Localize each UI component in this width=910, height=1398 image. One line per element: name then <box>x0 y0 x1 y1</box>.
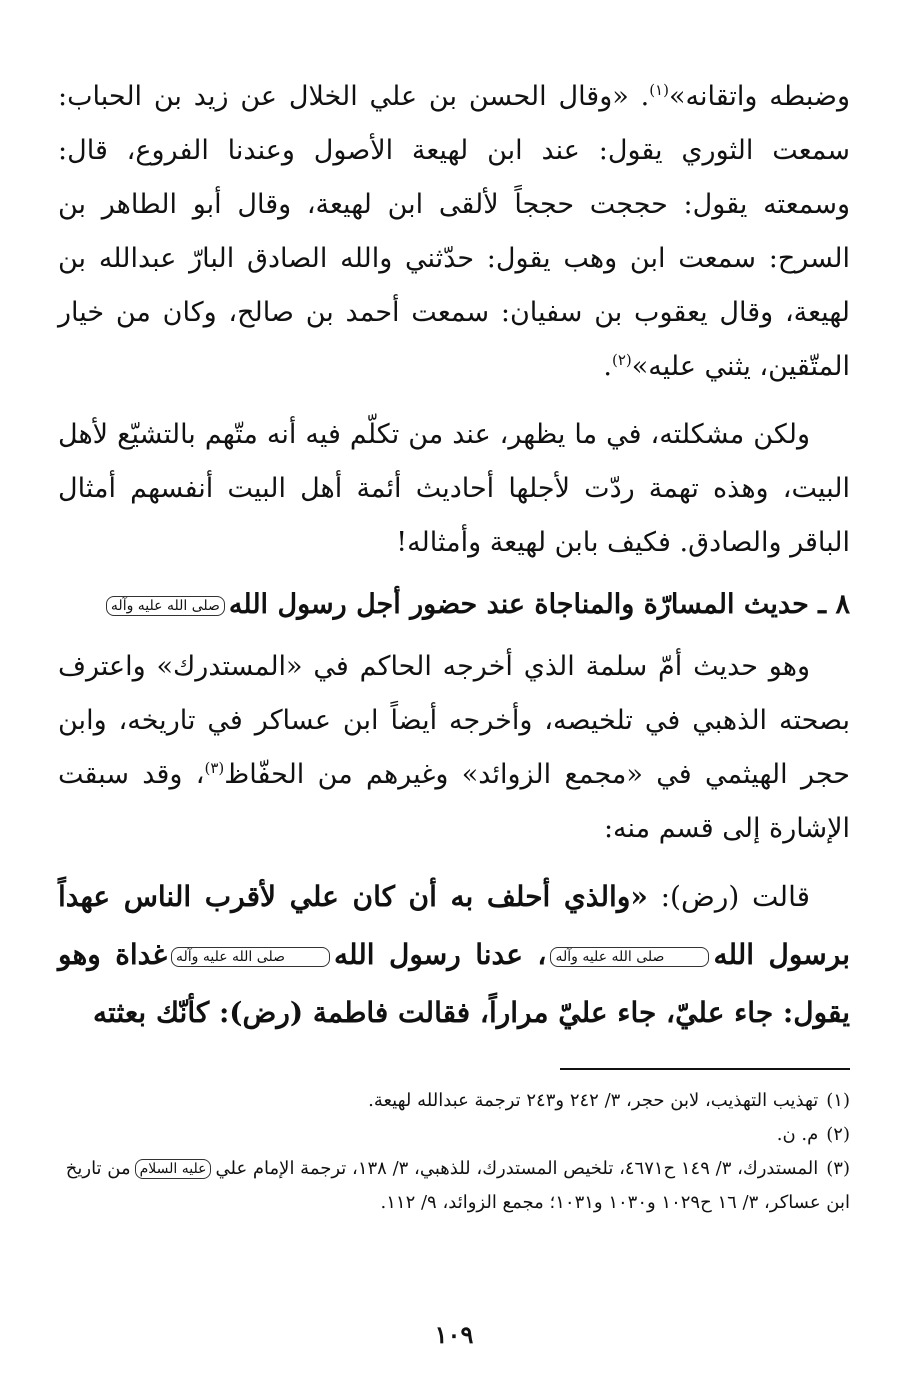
honorific-icon: صلى الله عليه وآله <box>550 947 709 967</box>
footnote-3 <box>58 1152 850 1220</box>
footnote-1 <box>58 1084 850 1118</box>
section-heading-text: ٨ ـ حديث المسارّة والمناجاة عند حضور أجل رسول الله <box>228 589 850 620</box>
paragraph-1 <box>58 70 850 394</box>
footnote-ref-3[interactable]: (٣) <box>204 759 225 777</box>
footnote-number: (٢) <box>826 1124 850 1145</box>
paragraph-3-text: وهو حديث أمّ سلمة الذي أخرجه الحاكم في «المستدرك» واعترف بصحته الذهبي في تلخيصه، وأخرجه أيضاً ابن عساكر في تاريخه، وابن حجر الهيثمي في «مجمع الزوائد» وغيرهم من الحفّاظ <box>58 651 850 790</box>
footnote-text: المستدرك، ٣/ ١٤٩ ح٤٦٧١، تلخيص المستدرك، للذهبي، ٣/ ١٣٨، ترجمة الإمام علي <box>215 1158 819 1179</box>
quote-part-c: غداة وهو يقول: جاء عليّ، جاء عليّ مراراً، فقالت فاطمة (رض): كأنّك بعثته <box>58 938 850 1029</box>
honorific-icon: صلى الله عليه وآله <box>106 596 225 616</box>
paragraph-3 <box>58 640 850 856</box>
footnotes <box>58 1084 850 1220</box>
footnote-text: م. ن. <box>776 1124 819 1145</box>
footnote-text: تهذيب التهذيب، لابن حجر، ٣/ ٢٤٢ و٢٤٣ ترجمة عبدالله لهيعة. <box>368 1090 819 1111</box>
paragraph-1-start: وضبطه واتقانه» <box>668 81 850 112</box>
footnote-text-continued: من تاريخ ابن عساكر، ٣/ ١٦ ح١٠٢٩ و١٠٣٠ و١٠٣١؛ مجمع الزوائد، ٩/ ١١٢. <box>65 1158 850 1213</box>
section-heading <box>58 576 850 634</box>
footnote-divider <box>560 1068 850 1070</box>
paragraph-2: ولكن مشكلته، في ما يظهر، عند من تكلّم فيه أنه متّهم بالتشيّع لأهل البيت، وهذه تهمة ردّت لأجلها أحاديث أئمة أهل البيت أنفسهم أمثال الباقر والصادق. فكيف بابن لهيعة وأمثاله! <box>58 419 850 558</box>
footnote-number: (١) <box>826 1090 850 1111</box>
quote-part-b: ، عدنا رسول الله <box>333 938 547 971</box>
honorific-icon: صلى الله عليه وآله <box>171 947 330 967</box>
footnote-ref-2[interactable]: (٢) <box>611 351 632 369</box>
paragraph-3-end: ، وقد سبقت الإشارة إلى قسم منه: <box>58 759 850 844</box>
footnote-2 <box>58 1118 850 1152</box>
paragraph-1-text: . «وقال الحسن بن علي الخلال عن زيد بن الحباب: سمعت الثوري يقول: عند ابن لهيعة الأصول وعندنا الفروع، قال: وسمعته يقول: حججت حججاً لألقى ابن لهيعة، وقال أبو الطاهر بن السرح: سمعت ابن وهب يقول: حدّثني والله الصادق البارّ عبدالله بن لهيعة، وقال يعقوب بن سفيان: سمعت أحمد بن صالح، وكان من خيار المتّقين، يثني عليه» <box>58 81 851 382</box>
page-number: ١٠٩ <box>434 1320 474 1349</box>
page <box>58 70 850 1370</box>
quote-lead: قالت (رض): <box>647 880 810 913</box>
honorific-icon: عليه السلام <box>135 1159 212 1179</box>
footnote-number: (٣) <box>826 1158 850 1179</box>
quote-part-a: «والذي أحلف به أن كان علي لأقرب الناس عهداً برسول الله <box>58 880 850 971</box>
quote-paragraph <box>58 868 850 1042</box>
paragraph-1-end: . <box>603 351 612 382</box>
footnote-ref-1[interactable]: (١) <box>649 81 669 99</box>
